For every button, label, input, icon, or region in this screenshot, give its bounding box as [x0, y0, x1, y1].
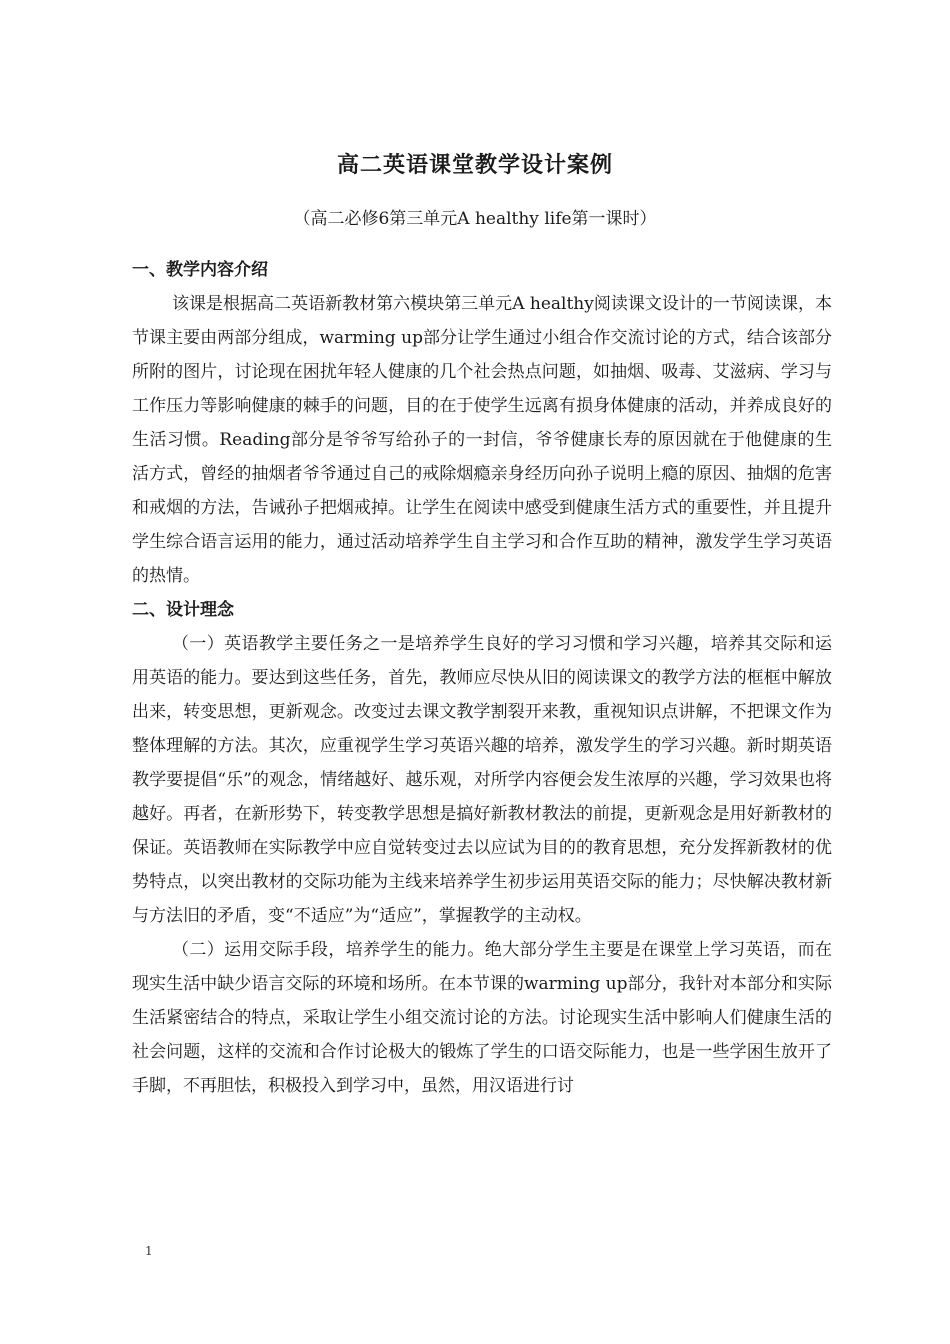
section-design-paragraph-2: （二）运用交际手段，培养学生的能力。绝大部分学生主要是在课堂上学习英语，而在现实生活中缺少语言交际的环境和场所。在本节课的warming up部分，我针对本部分和实际生活紧密结合的特点，采取让学生小组交流讨论的方法。讨论现实生活中影响人们健康生活的社会问题，这样的交流和合作讨论极大的锻炼了学生的口语交际能力，也是一些学困生放开了手脚，不再胆怯，积极投入到学习中，虽然，用汉语进行讨 [132, 940, 832, 1096]
page-number: 1 [145, 1244, 153, 1258]
section-heading-intro: 一、教学内容介绍 [132, 260, 268, 280]
section-intro-paragraph: 该课是根据高二英语新教材第六模块第三单元A healthy阅读课文设计的一节阅读课，本节课主要由两部分组成，warming up部分让学生通过小组合作交流讨论的方式，结合该部分所附的图片，讨论现在困扰年轻人健康的几个社会热点问题，如抽烟、吸毒、艾滋病、学习与工作压力等影响健康的棘手的问题，目的在于使学生远离有损身体健康的活动，并养成良好的生活习惯。Reading部分是爷爷写给孙子的一封信，爷爷健康长寿的原因就在于他健康的生活方式，曾经的抽烟者爷爷通过自己的戒除烟瘾亲身经历向孙子说明上瘾的原因、抽烟的危害和戒烟的方法，告诫孙子把烟戒掉。让学生在阅读中感受到健康生活方式的重要性，并且提升学生综合语言运用的能力，通过活动培养学生自主学习和合作互助的精神，激发学生学习英语的热情。 [132, 294, 832, 586]
document-title: 高二英语课堂教学设计案例 [336, 152, 613, 178]
section-heading-design: 二、设计理念 [132, 600, 234, 620]
document-subtitle: （高二必修6第三单元A healthy life第一课时） [293, 209, 657, 229]
document-body [132, 253, 832, 1103]
section-design-paragraph-1: （一）英语教学主要任务之一是培养学生良好的学习习惯和学习兴趣，培养其交际和运用英语的能力。要达到这些任务，首先，教师应尽快从旧的阅读课文的教学方法的框框中解放出来，转变思想，更新观念。改变过去课文教学割裂开来教，重视知识点讲解，不把课文作为整体理解的方法。其次，应重视学生学习英语兴趣的培养，激发学生的学习兴趣。新时期英语教学要提倡“乐”的观念，情绪越好、越乐观，对所学内容便会发生浓厚的兴趣，学习效果也将越好。再者，在新形势下，转变教学思想是搞好新教材教法的前提，更新观念是用好新教材的保证。英语教师在实际教学中应自觉转变过去以应试为目的的教育思想，充分发挥新教材的优势特点，以突出教材的交际功能为主线来培养学生初步运用英语交际的能力；尽快解决教材新与方法旧的矛盾，变“不适应”为“适应”，掌握教学的主动权。 [132, 634, 832, 926]
